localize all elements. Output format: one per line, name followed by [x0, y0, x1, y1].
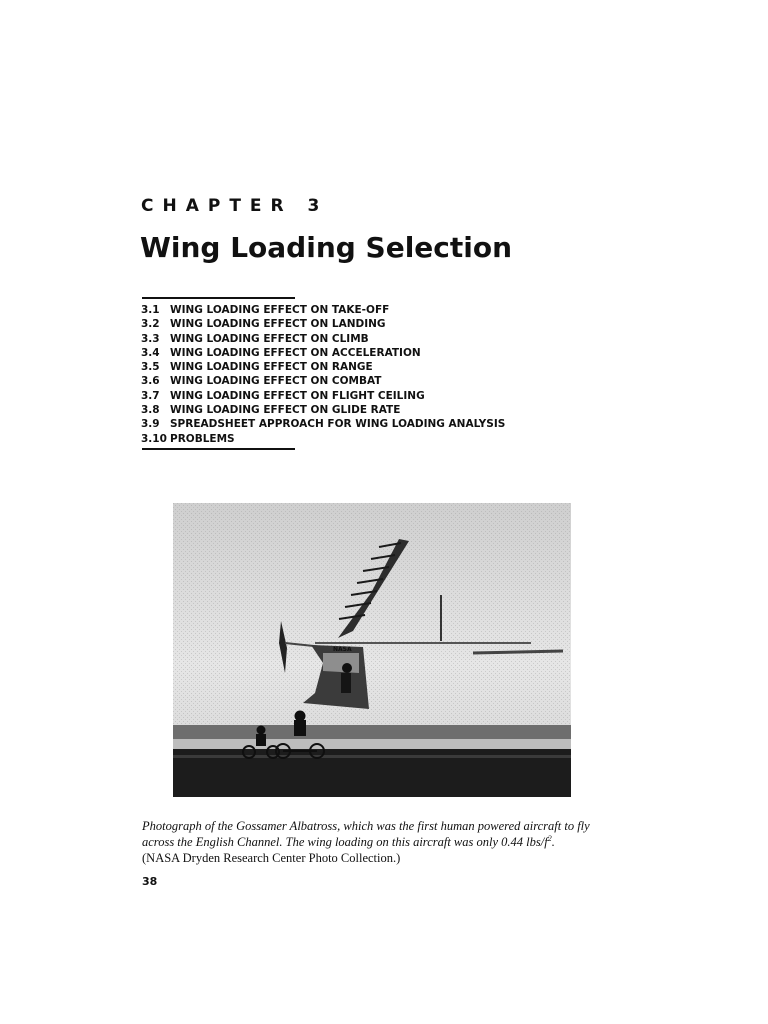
toc-entry-number: 3.5	[141, 361, 160, 374]
photo-aircraft-marking: NASA	[333, 646, 352, 653]
aircraft-photo	[173, 503, 571, 797]
toc-entry-number: 3.3	[141, 332, 160, 345]
caption-text: Photograph of the Gossamer Albatross, which was the first human powered aircraft to fly across the English Channel. The wing loading on this aircraft was only 0.44 lbs/f	[142, 819, 590, 849]
toc-entry-number: 3.6	[141, 375, 160, 388]
chapter-label: CHAPTER 3	[141, 196, 329, 216]
caption-credit: (NASA Dryden Research Center Photo Collection.)	[142, 851, 401, 865]
toc-entry-title: WING LOADING EFFECT ON ACCELERATION	[170, 346, 421, 359]
toc-entry-number: 3.4	[141, 346, 160, 359]
toc-entry	[141, 317, 505, 331]
toc-entry-number: 3.2	[141, 318, 160, 331]
toc-entry-number: 3.9	[141, 418, 160, 431]
toc-entry-number: 3.8	[141, 404, 160, 417]
toc-entry	[141, 360, 505, 374]
toc-entry	[141, 346, 505, 360]
toc-entry	[141, 389, 505, 403]
toc-entry	[141, 432, 505, 446]
gossamer-albatross-illustration	[173, 503, 571, 797]
toc-entry-title: WING LOADING EFFECT ON CLIMB	[170, 332, 369, 345]
caption-superscript: 2	[547, 833, 552, 843]
page-number: 38	[142, 875, 158, 888]
toc-entry-number: 3.7	[141, 389, 160, 402]
toc-entry	[141, 374, 505, 388]
toc-entry-title: WING LOADING EFFECT ON GLIDE RATE	[170, 404, 401, 417]
toc-entry-title: WING LOADING EFFECT ON RANGE	[170, 361, 373, 374]
toc-entry-title: SPREADSHEET APPROACH FOR WING LOADING ANALYSIS	[170, 418, 506, 431]
toc-entry-number: 3.1	[141, 304, 160, 316]
toc-entry	[141, 403, 505, 417]
photo-pilot	[342, 663, 352, 673]
chapter-contents	[141, 303, 505, 446]
toc-entry-number: 3.10	[141, 432, 167, 445]
photo-caption	[142, 818, 612, 866]
toc-entry-title: WING LOADING EFFECT ON COMBAT	[170, 375, 382, 388]
toc-entry-title: WING LOADING EFFECT ON FLIGHT CEILING	[170, 389, 425, 402]
caption-period: .	[551, 835, 555, 849]
toc-entry-title: WING LOADING EFFECT ON LANDING	[170, 318, 386, 331]
toc-top-rule	[142, 297, 295, 299]
toc-entry	[141, 332, 505, 346]
chapter-title: Wing Loading Selection	[140, 231, 513, 264]
toc-entry	[141, 303, 505, 317]
toc-entry	[141, 417, 505, 431]
toc-entry-title: PROBLEMS	[170, 432, 235, 445]
toc-entry-title: WING LOADING EFFECT ON TAKE-OFF	[170, 304, 390, 316]
toc-bottom-rule	[142, 448, 295, 450]
photo-shoreline	[173, 725, 571, 739]
photo-water-glare	[173, 739, 571, 749]
